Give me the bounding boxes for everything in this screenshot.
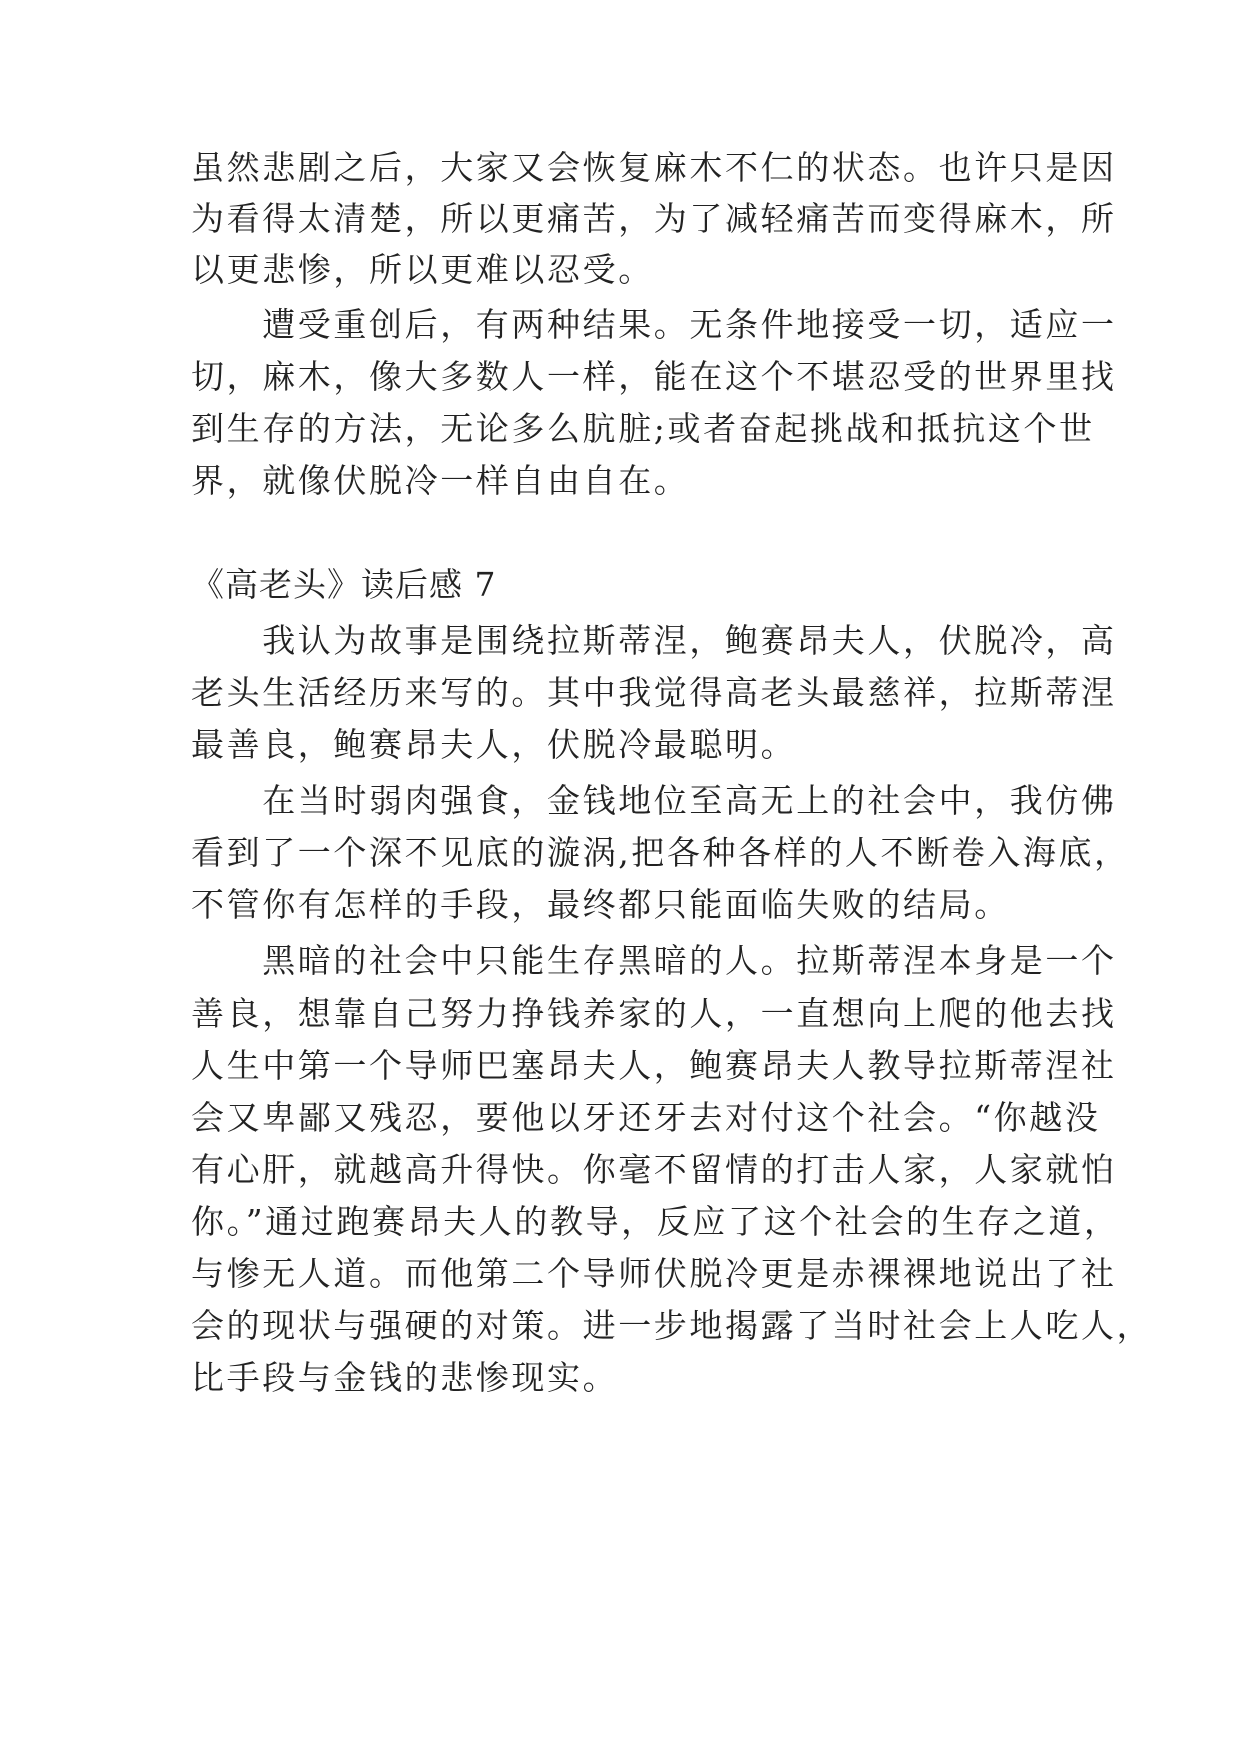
text-line: 老头生活经历来写的。其中我觉得高老头最慈祥，拉斯蒂涅	[191, 673, 1117, 712]
text-line: 有心肝，就越高升得快。你毫不留情的打击人家，人家就怕	[191, 1150, 1117, 1189]
section-heading: 《高老头》读后感 7	[191, 565, 497, 604]
text-line: 与惨无人道。而他第二个导师伏脱冷更是赤裸裸地说出了社	[191, 1254, 1117, 1293]
text-line: 人生中第一个导师巴塞昂夫人，鲍赛昂夫人教导拉斯蒂涅社	[191, 1046, 1117, 1085]
text-line: 会的现状与强硬的对策。进一步地揭露了当时社会上人吃人，	[191, 1306, 1153, 1345]
text-line: 界，就像伏脱冷一样自由自在。	[191, 461, 690, 500]
text-line: 善良，想靠自己努力挣钱养家的人，一直想向上爬的他去找	[191, 994, 1117, 1033]
text-line: 最善良，鲍赛昂夫人，伏脱冷最聪明。	[191, 725, 797, 764]
text-line: 黑暗的社会中只能生存黑暗的人。拉斯蒂涅本身是一个	[191, 941, 1117, 980]
text-line: 我认为故事是围绕拉斯蒂涅，鲍赛昂夫人，伏脱冷，高	[191, 621, 1117, 660]
text-line: 比手段与金钱的悲惨现实。	[191, 1358, 619, 1397]
text-line: 到生存的方法，无论多么肮脏;或者奋起挑战和抵抗这个世	[191, 409, 1095, 448]
text-line: 不管你有怎样的手段，最终都只能面临失败的结局。	[191, 885, 1010, 924]
text-line: 看到了一个深不见底的漩涡,把各种各样的人不断卷入海底，	[191, 833, 1130, 872]
text-line: 在当时弱肉强食，金钱地位至高无上的社会中，我仿佛	[191, 781, 1117, 820]
text-line: 为看得太清楚，所以更痛苦，为了减轻痛苦而变得麻木，所	[191, 199, 1117, 238]
text-line: 以更悲惨，所以更难以忍受。	[191, 250, 654, 289]
text-line: 虽然悲剧之后，大家又会恢复麻木不仁的状态。也许只是因	[191, 148, 1117, 187]
text-line: 你。”通过跑赛昂夫人的教导，反应了这个社会的生存之道，	[191, 1202, 1120, 1241]
text-line: 会又卑鄙又残忍，要他以牙还牙去对付这个社会。“你越没	[191, 1098, 1101, 1137]
text-line: 切，麻木，像大多数人一样，能在这个不堪忍受的世界里找	[191, 357, 1117, 396]
text-line: 遭受重创后，有两种结果。无条件地接受一切，适应一	[191, 305, 1117, 344]
